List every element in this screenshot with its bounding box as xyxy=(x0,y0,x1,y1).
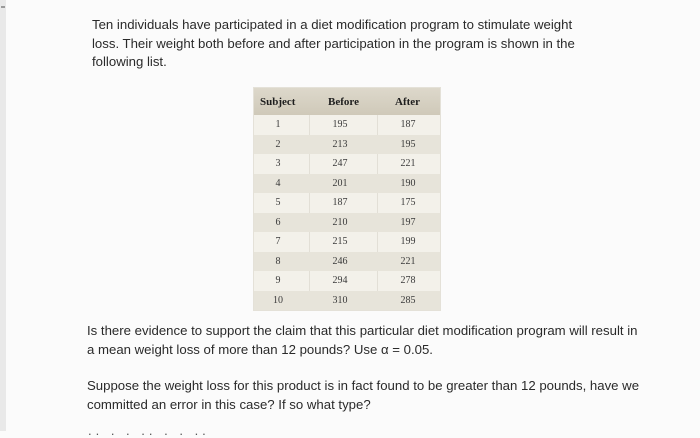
cell-after: 285 xyxy=(400,294,416,306)
left-edge-strip xyxy=(0,0,6,431)
header-after: After xyxy=(395,96,421,108)
table-row xyxy=(254,271,440,291)
cell-before: 210 xyxy=(332,216,348,228)
table-row xyxy=(254,154,440,174)
problem-intro: Ten individuals have participated in a diet modification program to stimulate weight loss. Their weight both before and after participation in the program is shown in the following list. xyxy=(92,17,575,69)
cell-before: 247 xyxy=(332,158,348,169)
cell-after: 278 xyxy=(400,275,416,286)
table-row xyxy=(254,252,440,272)
cell-after: 195 xyxy=(400,138,416,150)
header-before: Before xyxy=(328,96,359,108)
cell-after: 221 xyxy=(400,255,416,267)
cell-before: 213 xyxy=(332,138,348,150)
cell-before: 246 xyxy=(332,255,348,267)
cell-before: 201 xyxy=(332,177,348,189)
table-header xyxy=(254,88,440,115)
cell-subject: 4 xyxy=(275,177,281,189)
cell-after: 199 xyxy=(400,236,416,247)
cell-before: 215 xyxy=(332,236,348,247)
cell-subject: 3 xyxy=(275,158,281,169)
edge-mark xyxy=(1,6,5,8)
question-text: Is there evidence to support the claim that this particular diet modification program will result in a mean weight loss of more than 12 pounds? Use α = 0.05. xyxy=(87,323,638,357)
table-row xyxy=(254,232,440,252)
cell-before: 187 xyxy=(332,197,348,208)
weight-table xyxy=(254,88,440,310)
cell-subject: 1 xyxy=(275,119,281,130)
cell-subject: 8 xyxy=(275,255,281,267)
cell-subject: 9 xyxy=(275,275,281,286)
cell-before: 310 xyxy=(332,294,348,306)
table-row xyxy=(254,115,440,135)
cell-before: 195 xyxy=(332,119,348,130)
cell-after: 221 xyxy=(400,158,416,169)
table-row xyxy=(254,135,440,155)
followup-question: Suppose the weight loss for this product is in fact found to be greater than 12 pounds, have we committed an error in this case? If so what type? xyxy=(87,378,640,412)
cell-subject: 6 xyxy=(275,216,281,228)
cell-subject: 10 xyxy=(273,294,283,306)
cut-off-text: .. . . .. . . .. xyxy=(88,423,210,438)
cell-before: 294 xyxy=(332,275,348,286)
cell-subject: 5 xyxy=(275,197,281,208)
table-row xyxy=(254,193,440,213)
cell-after: 197 xyxy=(400,216,416,228)
cell-subject: 2 xyxy=(275,138,281,150)
table-row xyxy=(254,213,440,233)
cell-subject: 7 xyxy=(275,236,281,247)
cell-after: 175 xyxy=(400,197,416,208)
cell-after: 187 xyxy=(400,119,416,130)
header-subject: Subject xyxy=(260,96,296,108)
table-row xyxy=(254,291,440,311)
cell-after: 190 xyxy=(400,177,416,189)
table-row xyxy=(254,174,440,194)
